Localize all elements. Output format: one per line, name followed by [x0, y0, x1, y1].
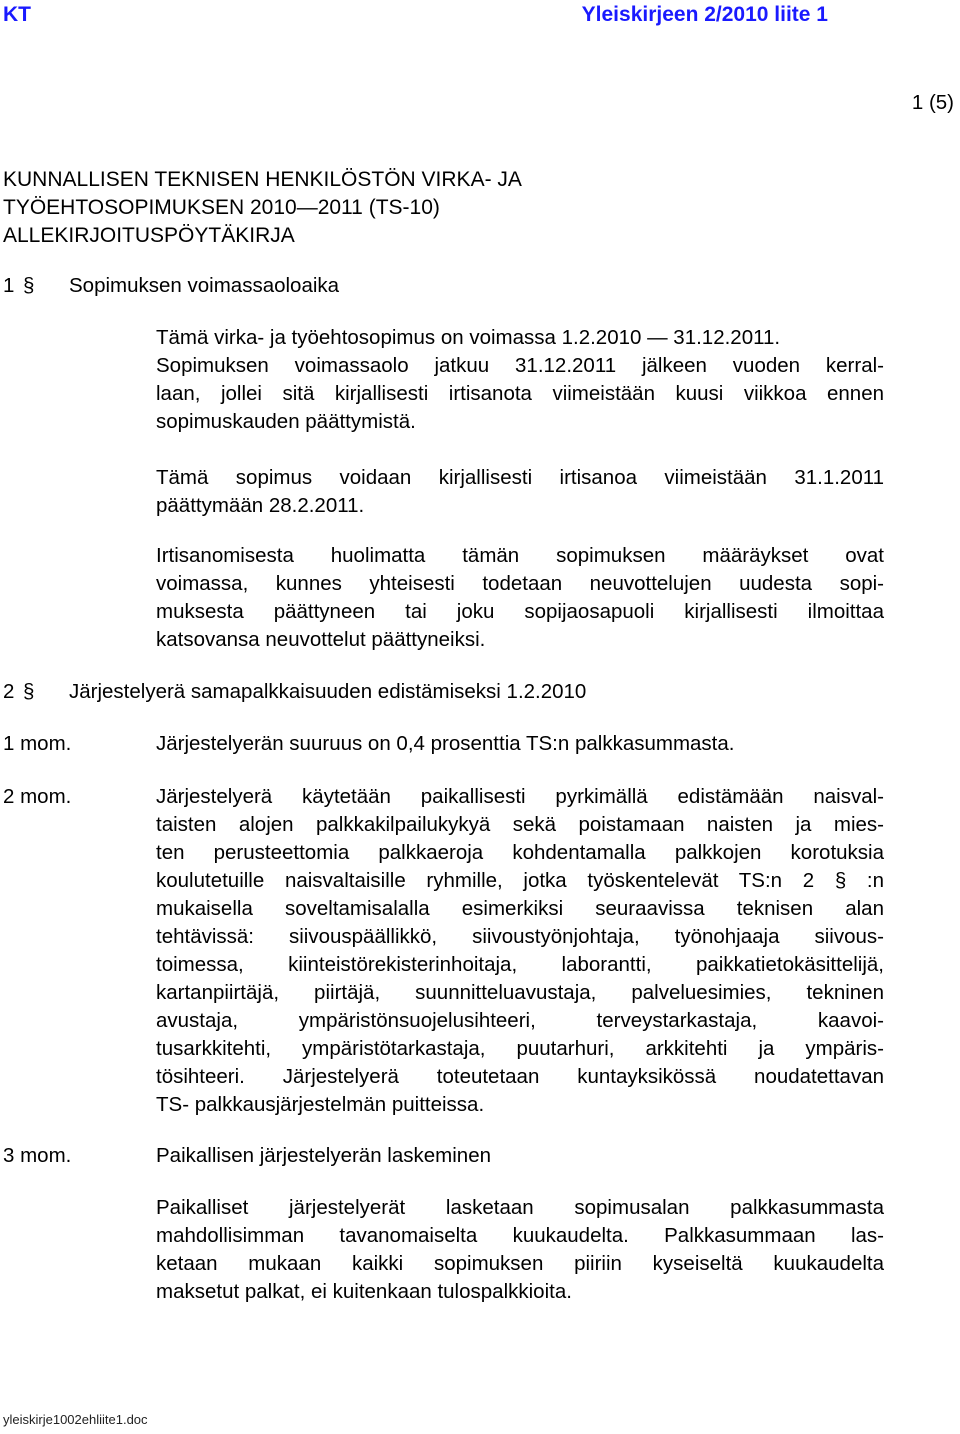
paragraph-line: tösihteeri. Järjestelyerä toteutetaan kuntayksikössä noudatettavan: [156, 1065, 884, 1088]
paragraph-line: mukaisella soveltamisalalla esimerkiksi seuraavissa teknisen alan: [156, 897, 884, 920]
paragraph-line: toimessa, kiinteistörekisterinhoitaja, laborantti, paikkatietokäsittelijä,: [156, 953, 884, 976]
header-document-reference: Yleiskirjeen 2/2010 liite 1: [581, 3, 828, 26]
paragraph-line: laan, jollei sitä kirjallisesti irtisanota viimeistään kuusi viikkoa ennen: [156, 382, 884, 405]
mom-2-paragraph: [156, 783, 884, 1119]
mom-1-label: 1 mom.: [3, 732, 72, 755]
mom-1-text: Järjestelyerän suuruus on 0,4 prosenttia TS:n palkkasummasta.: [156, 732, 735, 755]
title-line-1: KUNNALLISEN TEKNISEN HENKILÖSTÖN VIRKA- JA: [3, 168, 522, 191]
section-1-mark: §: [23, 274, 35, 297]
page-number: 1 (5): [911, 91, 954, 114]
paragraph-line: Paikalliset järjestelyerät lasketaan sopimusalan palkkasummasta: [156, 1196, 884, 1219]
paragraph-line: kartanpiirtäjä, piirtäjä, suunnitteluavustaja, palveluesimies, tekninen: [156, 981, 884, 1004]
footer-filename: yleiskirje1002ehliite1.doc: [3, 1412, 148, 1427]
paragraph-line: koulutetuille naisvaltaisille ryhmille, jotka työskentelevät TS:n 2 § :n: [156, 869, 884, 892]
paragraph-line: mahdollisimman tavanomaiselta kuukaudelta. Palkkasummaan las-: [156, 1224, 884, 1247]
paragraph-line: Järjestelyerä käytetään paikallisesti pyrkimällä edistämään naisval-: [156, 785, 884, 808]
paragraph-line: Irtisanomisesta huolimatta tämän sopimuksen määräykset ovat: [156, 544, 884, 567]
paragraph-line: TS- palkkausjärjestelmän puitteissa.: [156, 1093, 485, 1116]
paragraph-line: tehtävissä: siivouspäällikkö, siivoustyönjohtaja, työnohjaaja siivous-: [156, 925, 884, 948]
paragraph-line: taisten alojen palkkakilpailukykyä sekä poistamaan naisten ja mies-: [156, 813, 884, 836]
section-1-paragraph-2: [156, 464, 884, 520]
paragraph-line: päättymään 28.2.2011.: [156, 494, 365, 517]
header-org-code: KT: [3, 3, 31, 26]
section-1-number: 1: [3, 274, 15, 297]
section-2-mark: §: [23, 680, 35, 703]
section-1-paragraph-1: [156, 324, 884, 436]
mom-3-label: 3 mom.: [3, 1144, 72, 1167]
section-1-paragraph-3: [156, 542, 884, 654]
section-2-heading: Järjestelyerä samapalkkaisuuden edistämiseksi 1.2.2010: [69, 680, 587, 703]
mom-3-paragraph: [156, 1194, 884, 1306]
paragraph-line: maksetut palkat, ei kuitenkaan tulospalkkioita.: [156, 1280, 572, 1303]
mom-2-label: 2 mom.: [3, 785, 72, 808]
paragraph-line: avustaja, ympäristönsuojelusihteeri, terveystarkastaja, kaavoi-: [156, 1009, 884, 1032]
paragraph-line: Tämä sopimus voidaan kirjallisesti irtisanoa viimeistään 31.1.2011: [156, 466, 884, 489]
section-2-number: 2: [3, 680, 15, 703]
title-line-3: ALLEKIRJOITUSPÖYTÄKIRJA: [3, 224, 295, 247]
paragraph-line: ten perusteettomia palkkaeroja kohdentamalla palkkojen korotuksia: [156, 841, 884, 864]
paragraph-line: sopimuskauden päättymistä.: [156, 410, 416, 433]
paragraph-line: voimassa, kunnes yhteisesti todetaan neuvottelujen uudesta sopi-: [156, 572, 884, 595]
paragraph-line: Tämä virka- ja työehtosopimus on voimassa 1.2.2010 — 31.12.2011.: [156, 326, 781, 349]
title-line-2: TYÖEHTOSOPIMUKSEN 2010—2011 (TS-10): [3, 196, 440, 219]
section-1-heading: Sopimuksen voimassaoloaika: [69, 274, 340, 297]
paragraph-line: ketaan mukaan kaikki sopimuksen piiriin kyseiseltä kuukaudelta: [156, 1252, 884, 1275]
paragraph-line: Sopimuksen voimassaolo jatkuu 31.12.2011 jälkeen vuoden kerral-: [156, 354, 884, 377]
paragraph-line: tusarkkitehti, ympäristötarkastaja, puutarhuri, arkkitehti ja ympäris-: [156, 1037, 884, 1060]
paragraph-line: muksesta päättyneen tai joku sopijaosapuoli kirjallisesti ilmoittaa: [156, 600, 884, 623]
paragraph-line: katsovansa neuvottelut päättyneiksi.: [156, 628, 486, 651]
mom-3-heading: Paikallisen järjestelyerän laskeminen: [156, 1144, 491, 1167]
